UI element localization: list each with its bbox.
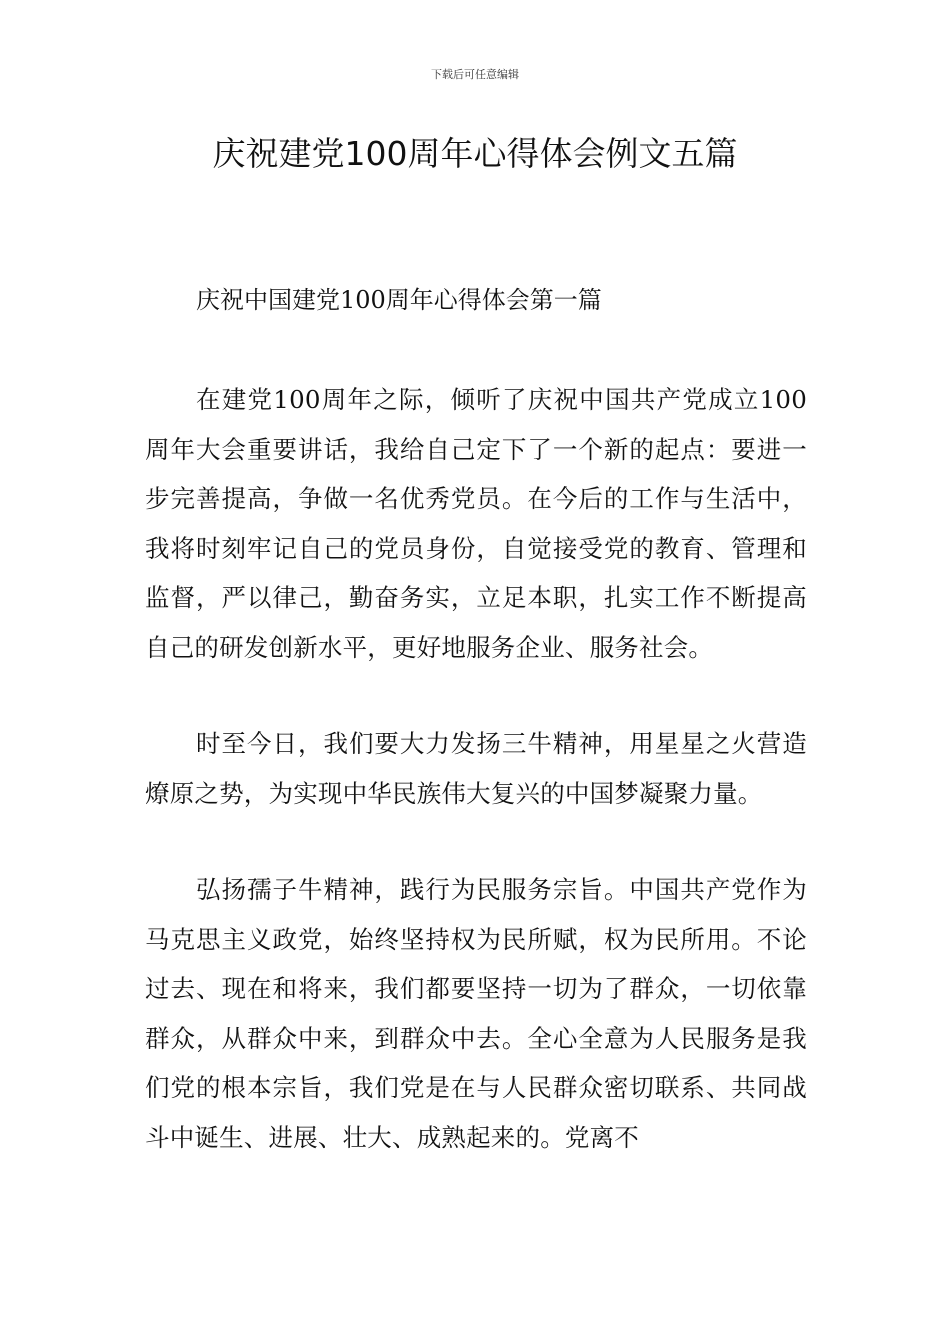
header-note: 下载后可任意编辑 (431, 68, 519, 81)
paragraph-1: 在建党100周年之际，倾听了庆祝中国共产党成立100周年大会重要讲话，我给自己定下了一个新的起点：要进一步完善提高，争做一名优秀党员。在今后的工作与生活中，我将时刻牢记自己的党员身份，自觉接受党的教育、管理和监督，严以律己，勤奋务实，立足本职，扎实工作不断提高自己的研发创新水平，更好地服务企业、服务社会。 (145, 385, 807, 662)
document-title: 庆祝建党100周年心得体会例文五篇 (212, 134, 738, 173)
document-body (145, 375, 807, 1209)
paragraph-2: 时至今日，我们要大力发扬三牛精神，用星星之火营造燎原之势，为实现中华民族伟大复兴的中国梦凝聚力量。 (145, 729, 807, 808)
section-title: 庆祝中国建党100周年心得体会第一篇 (196, 286, 602, 314)
paragraph-3: 弘扬孺子牛精神，践行为民服务宗旨。中国共产党作为马克思主义政党，始终坚持权为民所赋，权为民所用。不论过去、现在和将来，我们都要坚持一切为了群众，一切依靠群众，从群众中来，到群众中去。全心全意为人民服务是我们党的根本宗旨，我们党是在与人民群众密切联系、共同战斗中诞生、进展、壮大、成熟起来的。党离不 (145, 875, 807, 1152)
